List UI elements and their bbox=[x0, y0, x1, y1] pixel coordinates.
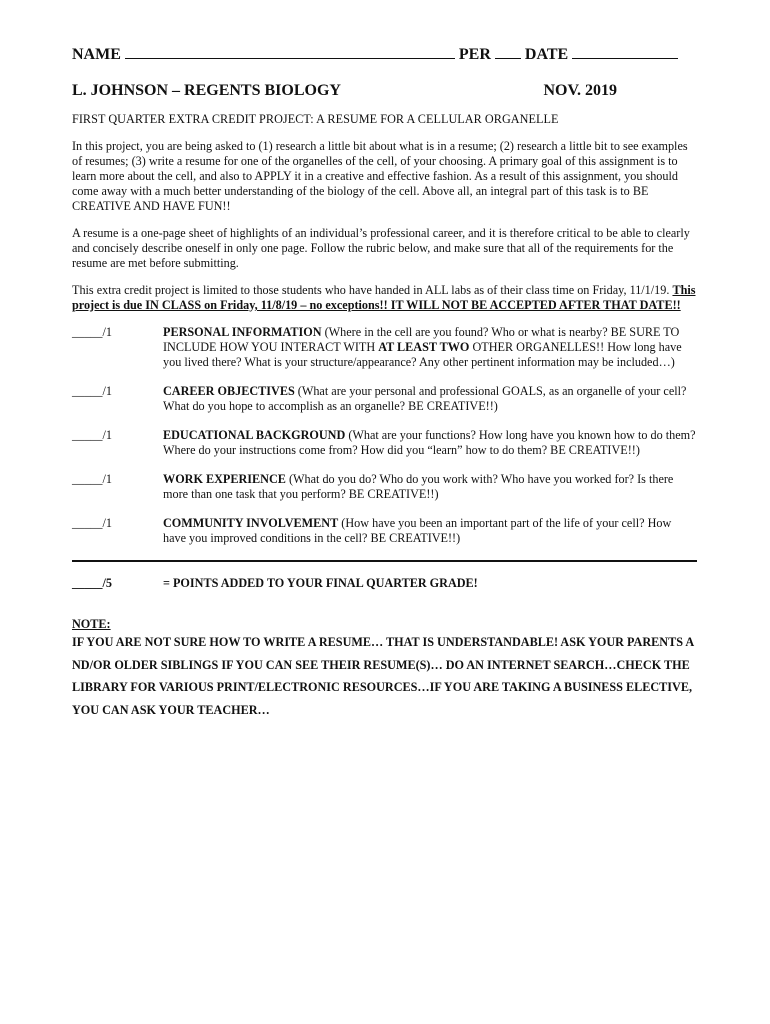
total-score-blank: _____/5 bbox=[72, 576, 112, 590]
score-blank: _____/1 bbox=[72, 516, 112, 530]
score-blank: _____/1 bbox=[72, 472, 112, 486]
doc-date: NOV. 2019 bbox=[543, 82, 617, 99]
rubric-description bbox=[163, 384, 697, 414]
score-blank: _____/1 bbox=[72, 325, 112, 339]
resume-paragraph: A resume is a one-page sheet of highlights of an individual’s professional career, and it is therefore critical to be able to clearly and concisely describe oneself in only one page. Follow the rubric below, and make sure that all of the requirements for the resume are met before submitting. bbox=[72, 226, 690, 270]
note-heading: NOTE: bbox=[72, 617, 111, 631]
rubric-title: PERSONAL INFORMATION bbox=[163, 325, 322, 339]
rubric-item bbox=[72, 472, 697, 502]
note-body: IF YOU ARE NOT SURE HOW TO WRITE A RESUME… THAT IS UNDERSTANDABLE! ASK YOUR PARENTS AND/OR OLDER SIBLINGS IF YOU CAN SEE THEIR RESUME(S)… DO AN INTERNET SEARCH…CHECK THE LIBRARY FOR VARIOUS PRINT/ELECTRONIC RESOURCES…IF YOU ARE TAKING A BUSINESS ELECTIVE, YOU CAN ASK YOUR TEACHER… bbox=[72, 635, 695, 717]
student-info-line bbox=[72, 44, 697, 64]
rubric-description bbox=[163, 325, 697, 370]
eligibility-text: This extra credit project is limited to those students who have handed in ALL labs as of their class time on Friday, 11/1/19. bbox=[72, 283, 670, 297]
rubric-text: (What are your personal and professional GOALS, as an organelle of your cell? What do you hope to accomplish as an organelle? BE CREATIVE!!) bbox=[163, 384, 687, 413]
rubric-item bbox=[72, 428, 697, 458]
rubric-text: (What are your functions? How long have you known how to do them? Where do your instructions come from? How did you “learn” how to do them? BE CREATIVE!!) bbox=[163, 428, 696, 457]
rubric-item bbox=[72, 325, 697, 370]
per-label: PER bbox=[458, 46, 491, 63]
rubric-description bbox=[163, 428, 697, 458]
intro-paragraph: In this project, you are being asked to (1) research a little bit about what is in a resume; (2) research a little bit to see examples of resumes; (3) write a resume for one of the organelles of the cell, of your choosing. A primary goal of this assignment is to learn more about the cell, and also to APPLY it in a creative and effective fashion. As a result of this assignment, you should come away with a much better understanding of the biology of the cell. Above all, an integral part of this task is to BE CREATIVE AND HAVE FUN!! bbox=[72, 139, 688, 213]
course-header bbox=[72, 82, 697, 100]
note-section bbox=[72, 617, 697, 721]
score-blank: _____/1 bbox=[72, 428, 112, 442]
rubric-item bbox=[72, 384, 697, 414]
rubric-text: (What do you do? Who do you work with? Who have you worked for? Is there more than one task that you perform? BE CREATIVE!!) bbox=[163, 472, 674, 501]
due-date-text: This project is due IN CLASS on Friday, 11/8/19 – no exceptions!! IT WILL NOT BE ACCEPTED AFTER THAT DATE!! bbox=[72, 283, 696, 312]
eligibility-paragraph bbox=[72, 283, 697, 313]
rubric-text: OTHER ORGANELLES!! How long have you lived there? What is your structure/appearance? Any other pertinent information may be included…) bbox=[163, 340, 682, 369]
rubric-description bbox=[163, 516, 697, 546]
rubric-title: COMMUNITY INVOLVEMENT bbox=[163, 516, 339, 530]
per-blank bbox=[495, 44, 521, 59]
rubric-text: (How have you been an important part of the life of your cell? How have you improved conditions in the cell? BE CREATIVE!!) bbox=[163, 516, 672, 545]
rubric-description bbox=[163, 472, 697, 502]
name-blank bbox=[125, 44, 455, 59]
score-blank: _____/1 bbox=[72, 384, 112, 398]
rubric-list bbox=[72, 325, 697, 546]
rubric-emphasis: AT LEAST TWO bbox=[378, 340, 470, 354]
date-label: DATE bbox=[524, 46, 569, 63]
date-blank bbox=[572, 44, 678, 59]
rubric-text: (Where in the cell are you found? Who or what is nearby? BE SURE TO INCLUDE HOW YOU INTERACT WITH bbox=[163, 325, 680, 354]
project-title: FIRST QUARTER EXTRA CREDIT PROJECT: A RESUME FOR A CELLULAR ORGANELLE bbox=[72, 112, 559, 126]
name-label: NAME bbox=[72, 46, 121, 63]
rubric-item bbox=[72, 516, 697, 546]
teacher-course: L. JOHNSON – REGENTS BIOLOGY bbox=[72, 82, 341, 99]
rubric-title: WORK EXPERIENCE bbox=[163, 472, 286, 486]
total-label: = POINTS ADDED TO YOUR FINAL QUARTER GRADE! bbox=[163, 576, 478, 590]
divider-rule bbox=[72, 560, 697, 562]
total-row bbox=[72, 576, 697, 591]
rubric-title: EDUCATIONAL BACKGROUND bbox=[163, 428, 346, 442]
document-page bbox=[72, 44, 697, 721]
rubric-title: CAREER OBJECTIVES bbox=[163, 384, 295, 398]
